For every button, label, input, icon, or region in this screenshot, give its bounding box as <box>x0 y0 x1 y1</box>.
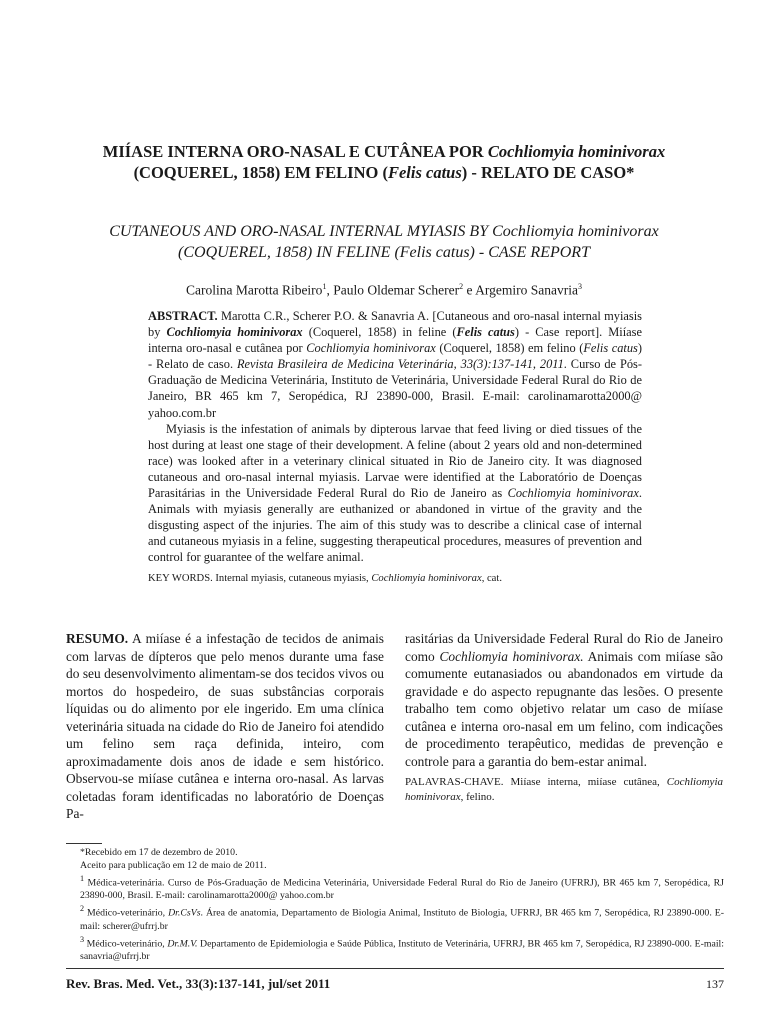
resumo-text: A miíase é a infestação de tecidos de animais com larvas de dípteros que pelo menos durante uma fase do seu desenvolvimento alimentam-se dos tecidos vivos ou mortos do hospedeiro, de suas substâncias corporais líquidas ou do alimento por ele ingerido. Em uma clínica veterinária situada na cidade do Rio de Janeiro foi atendido um felino sem raça definida, inteiro, com aproximadamente dois anos de idade e sem histórico. Observou-se miíase cutânea e interna oro-nasal. As larvas coletadas foram identificadas no laboratório de Doenças Pa- <box>66 631 384 821</box>
author-name: Argemiro Sanavria <box>475 282 579 298</box>
author-name: Carolina Marotta Ribeiro <box>185 282 323 298</box>
species-name: Cochliomyia hominivorax <box>507 486 639 501</box>
palavras-chave-text: , felino. <box>460 791 495 803</box>
authors <box>60 278 708 300</box>
abstract-text: Marotta C.R., Scherer P.O. & Sanavria A. [Cutaneous and oro-nasal internal myiasis by <box>148 309 642 340</box>
footnote-text: Médico-veterinário, <box>84 937 168 949</box>
footnote-2 <box>66 902 724 932</box>
title-pt-line2 <box>60 162 708 183</box>
author-affiliation-mark: 2 <box>459 282 464 291</box>
resumo-text: rasitárias da Universidade Federal Rural do Rio de Janeiro como <box>405 631 723 664</box>
species-name: Cochliomyia hominivorax. <box>439 648 584 664</box>
key-words-text: , cat. <box>481 572 502 584</box>
species-name: Cochliomyia hominivorax <box>405 776 723 803</box>
title-pt-text: ) - RELATO DE CASO* <box>461 163 635 182</box>
resumo-left-column <box>66 630 384 823</box>
title-pt-species: Felis catus <box>387 163 462 182</box>
abstract-text: . Animals with myiasis generally are euthanized or abandoned in virtue of the gravity and the disgusting aspect of the injuries. The aim of this study was to describe a clinical case of internal and cutaneous myiasis in a feline, suggesting therapeutical procedures, measures of prevention and control for guarantee of the welfare animal. <box>148 486 642 565</box>
footnote-1 <box>66 872 724 902</box>
author-affiliation-mark: 1 <box>322 282 327 291</box>
title-pt-text: (COQUEREL, 1858) EM FELINO ( <box>133 163 388 182</box>
abstract-text: . Curso de Pós-Graduação de Medicina Veterinária, Instituto de Veterinária, Universidade Federal Rural do Rio de Janeiro, BR 465 km 7, Seropédica, RJ 23890-000, Brasil. E-mail: carolinamarotta2000@ yahoo.com.br <box>148 357 642 420</box>
resumo-text: Animais com miíase são comumente eutanasiados ou abandonados em virtude da gravidade e do aspecto repugnante das lesões. O presente trabalho tem como objetivo relatar um caso de miíase cutânea e interna oro-nasal em um felino, com indicações de procedimento terapêutico, medidas de prevenção e controle para a garantia do bem-estar animal. <box>405 648 724 769</box>
palavras-chave-label: PALAVRAS-CHAVE. <box>405 776 504 788</box>
species-name: Felis catus <box>456 325 515 340</box>
key-words-label: KEY WORDS. <box>148 572 213 584</box>
page-number: 137 <box>706 977 724 991</box>
title-pt-species: Cochliomyia hominivorax <box>487 142 666 161</box>
footnote-mark: 2 <box>80 904 85 914</box>
species-name: Cochliomyia hominivorax <box>371 572 482 584</box>
footnote-rule <box>66 843 102 844</box>
footnote-3 <box>66 933 724 963</box>
footnotes <box>66 843 724 963</box>
title-en-line1: CUTANEOUS AND ORO-NASAL INTERNAL MYIASIS BY Cochliomyia hominivorax <box>109 223 659 240</box>
abstract-citation <box>148 308 642 421</box>
resumo-continuation <box>405 630 723 770</box>
title-pt-line1 <box>60 141 708 162</box>
abstract-body <box>148 421 642 566</box>
title-en-line2: (COQUEREL, 1858) IN FELINE (Felis catus) - CASE REPORT <box>178 244 590 261</box>
key-words-text: Internal myiasis, cutaneous myiasis, <box>212 572 372 584</box>
species-name: Felis catus <box>583 341 638 356</box>
resumo-right-column <box>405 630 723 805</box>
footnote-text: Médica-veterinária. Curso de Pós-Graduação de Medicina Veterinária, Universidade Federal Rural do Rio de Janeiro (UFRRJ), BR 465 km 7, Seropédica, RJ 23890-000, Brasil. E-mail: carolinamarotta2000@ yahoo.com.br <box>80 877 724 902</box>
abstract-text: ) - Relato de caso. <box>148 341 643 372</box>
species-name: Cochliomyia hominivorax <box>306 341 436 356</box>
abstract <box>148 308 642 586</box>
abstract-text: Myiasis is the infestation of animals by dipterous larvae that feed living or died tissues of the host during at least one stage of their development. A feline (about 2 years old and non-determined race) was looked after in a veterinary clinical situated in Rio de Janeiro city. It was diagnosed cutaneous and oro-nasal internal myiasis. Larvae were identified at the Laboratório de Doenças Parasitárias in the Universidade Federal Rural do Rio de Janeiro as <box>148 421 642 501</box>
footnote-text: . Área de anatomia, Departamento de Biologia Animal, Instituto de Biologia, UFRRJ, BR 465 km 7, Seropédica, RJ 23890-000. E-mail: scherer@ufrrj.br <box>80 907 724 932</box>
footnote-text: Departamento de Epidemiologia e Saúde Pública, Instituto de Veterinária, UFRRJ, BR 465 km 7, Seropédica, RJ 23890-000. E-mail: sanavria@ufrrj.br <box>80 937 724 962</box>
author-separator: e <box>463 282 476 298</box>
footnote-accepted: Aceito para publicação em 12 de maio de 2011. <box>80 860 267 871</box>
footnote-text: Médico-veterinário, <box>84 907 169 919</box>
author-separator: , <box>326 282 334 298</box>
species-name: Cochliomyia hominivorax <box>166 325 303 340</box>
abstract-text: (Coquerel, 1858) in feline ( <box>302 325 457 340</box>
palavras-chave-text: Miíase interna, miíase cutânea, <box>503 776 667 788</box>
footer-rule <box>66 968 724 969</box>
title-pt-text: MIÍASE INTERNA ORO-NASAL E CUTÂNEA POR <box>102 142 488 161</box>
abstract-text: ) - Case report]. Miíase interna oro-nasal e cutânea por <box>148 325 642 356</box>
footnote-mark: 3 <box>80 934 85 944</box>
footnote-received: *Recebido em 17 de dezembro de 2010. <box>80 847 238 858</box>
abstract-text: (Coquerel, 1858) em felino ( <box>435 341 584 356</box>
footnote-degree: Dr.CsVs <box>168 907 201 919</box>
title-english <box>60 221 708 263</box>
abstract-label: ABSTRACT. <box>148 309 218 323</box>
author-name: Paulo Oldemar Scherer <box>333 282 460 298</box>
palavras-chave <box>405 775 723 805</box>
footer-journal-reference: Rev. Bras. Med. Vet., 33(3):137-141, jul/set 2011 <box>66 976 331 991</box>
footnote-degree: Dr.M.V. <box>167 937 198 949</box>
title-portuguese <box>60 141 708 183</box>
footnote-mark: 1 <box>80 874 85 883</box>
author-affiliation-mark: 3 <box>578 282 583 291</box>
journal-name: Revista Brasileira de Medicina Veterinária, 33(3):137-141, 2011 <box>236 357 564 372</box>
key-words <box>148 572 642 586</box>
resumo-label: RESUMO. <box>66 631 129 646</box>
